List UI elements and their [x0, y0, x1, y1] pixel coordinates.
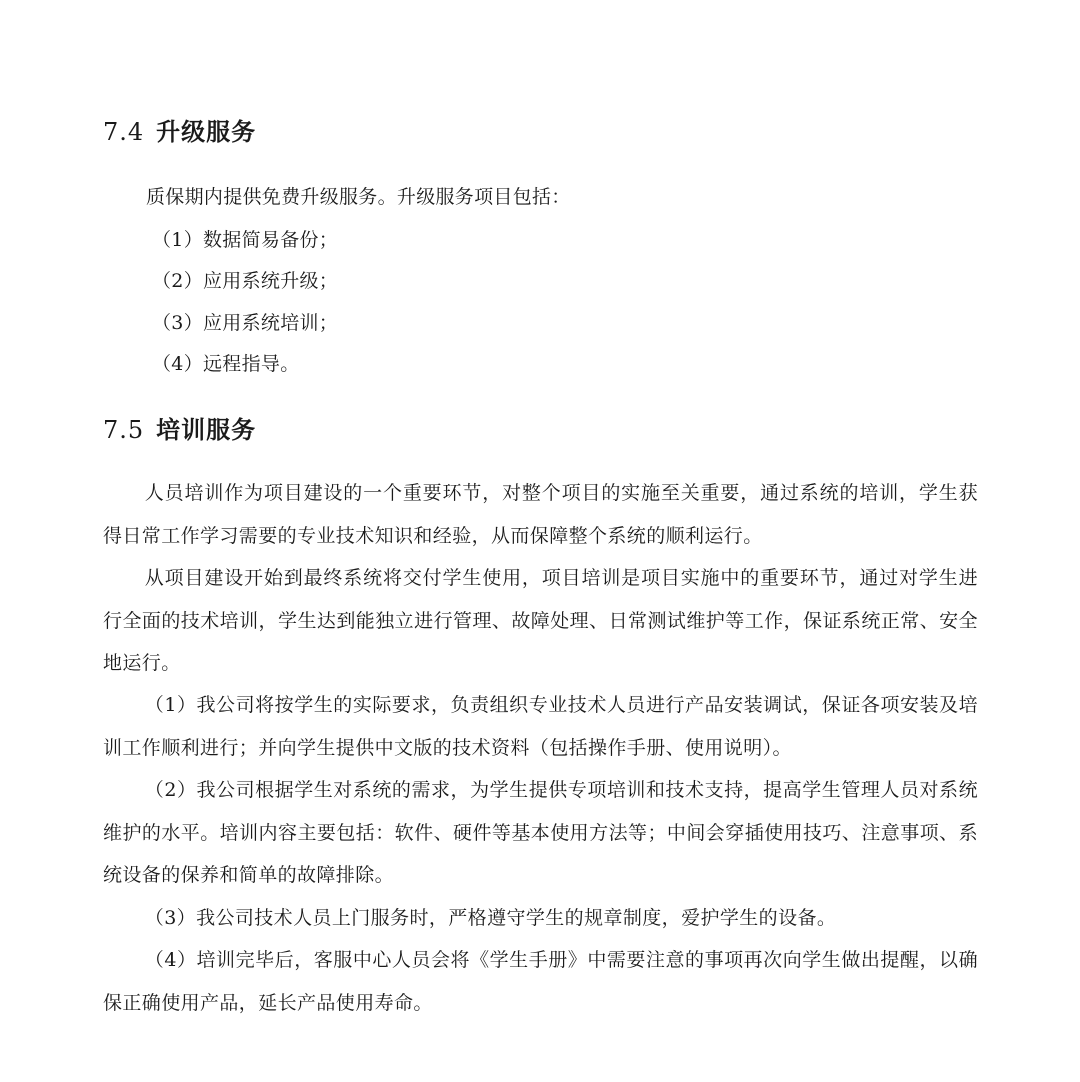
- section-number: 7.5: [103, 416, 145, 444]
- list-item: （3）应用系统培训；: [152, 312, 339, 334]
- section-number: 7.4: [103, 118, 145, 146]
- section-heading-7-5: [103, 415, 256, 445]
- list-item: （4）远程指导。: [152, 353, 300, 375]
- section-title: 培训服务: [156, 416, 257, 444]
- paragraph: （4）培训完毕后，客服中心人员会将《学生手册》中需要注意的事项再次向学生做出提醒，以确保正确使用产品，延长产品使用寿命。: [103, 949, 978, 1014]
- paragraph: 人员培训作为项目建设的一个重要环节，对整个项目的实施至关重要，通过系统的培训，学生获得日常工作学习需要的专业技术知识和经验，从而保障整个系统的顺利运行。: [103, 482, 978, 547]
- paragraph: 从项目建设开始到最终系统将交付学生使用，项目培训是项目实施中的重要环节，通过对学生进行全面的技术培训，学生达到能独立进行管理、故障处理、日常测试维护等工作，保证系统正常、安全地运行。: [103, 567, 978, 674]
- section-intro: 质保期内提供免费升级服务。升级服务项目包括：: [146, 186, 571, 208]
- paragraph: （3）我公司技术人员上门服务时，严格遵守学生的规章制度，爱护学生的设备。: [144, 907, 837, 929]
- section-heading-7-4: [103, 117, 256, 147]
- list-item: （2）应用系统升级；: [152, 270, 339, 292]
- list-item: （1）数据简易备份；: [152, 229, 339, 251]
- paragraph: （1）我公司将按学生的实际要求，负责组织专业技术人员进行产品安装调试，保证各项安装及培训工作顺利进行；并向学生提供中文版的技术资料（包括操作手册、使用说明）。: [103, 694, 978, 759]
- paragraph: （2）我公司根据学生对系统的需求，为学生提供专项培训和技术支持，提高学生管理人员对系统维护的水平。培训内容主要包括：软件、硬件等基本使用方法等；中间会穿插使用技巧、注意事项、系统设备的保养和简单的故障排除。: [103, 779, 978, 886]
- section-title: 升级服务: [156, 118, 257, 146]
